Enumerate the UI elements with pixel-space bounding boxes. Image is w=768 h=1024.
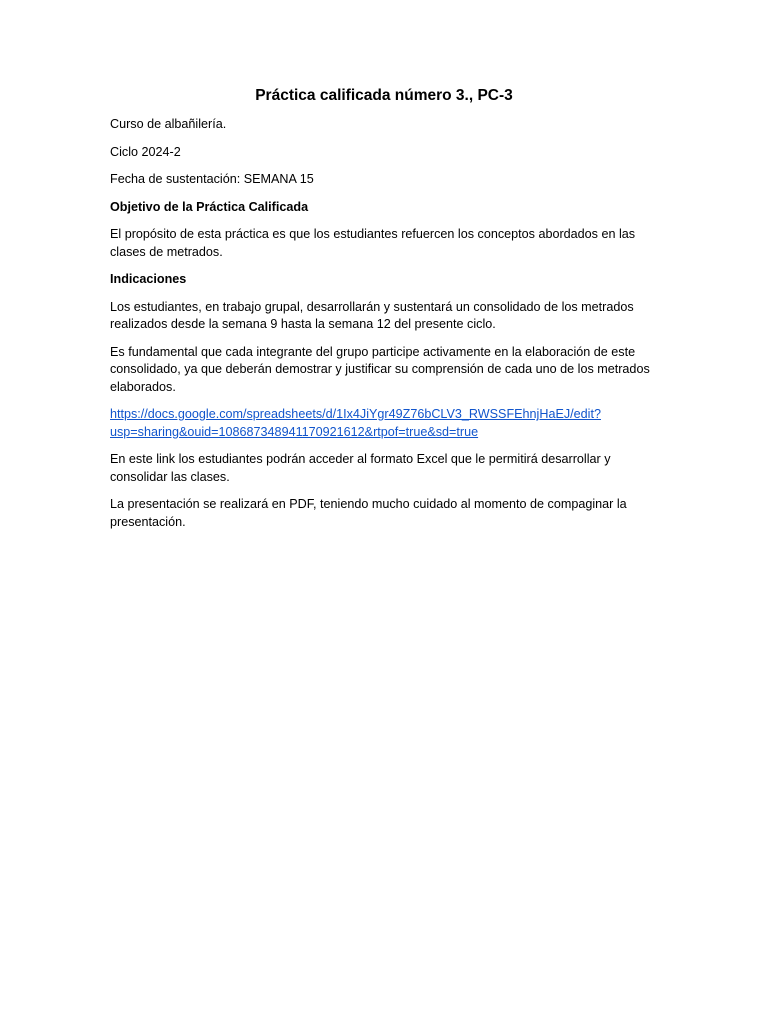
indication-paragraph-2: Es fundamental que cada integrante del grupo participe activamente en la elaboración de este consolidado, ya que deberán demostrar y justificar su comprensión de cada uno de los metrados elaborados. [110, 344, 650, 394]
objective-heading: Objetivo de la Práctica Calificada [110, 199, 309, 214]
spreadsheet-link-line-1: https://docs.google.com/spreadsheets/d/1Ix4JiYgr49Z76bCLV3_RWSSFEhnjHaEJ/edit? [110, 407, 601, 421]
spreadsheet-link-line-2: usp=sharing&ouid=108687348941170921612&rtpof=true&sd=true [110, 424, 479, 439]
indication-paragraph-1: Los estudiantes, en trabajo grupal, desarrollarán y sustentará un consolidado de los metrados realizados desde la semana 9 hasta la semana 12 del presente ciclo. [110, 299, 634, 331]
document-body [110, 86, 658, 541]
document-title: Práctica calificada número 3., PC-3 [255, 87, 513, 104]
presentation-note-paragraph: La presentación se realizará en PDF, teniendo mucho cuidado al momento de compaginar la presentación. [110, 497, 627, 529]
date-line: Fecha de sustentación: SEMANA 15 [110, 172, 314, 186]
objective-paragraph: El propósito de esta práctica es que los estudiantes refuercen los conceptos abordados en las clases de metrados. [110, 227, 636, 259]
cycle-line: Ciclo 2024-2 [110, 144, 181, 159]
spreadsheet-link-paragraph [110, 406, 658, 441]
indications-heading: Indicaciones [110, 272, 187, 286]
spreadsheet-link[interactable] [110, 407, 601, 439]
course-line: Curso de albañilería. [110, 117, 227, 131]
link-description-paragraph: En este link los estudiantes podrán acceder al formato Excel que le permitirá desarrollar y consolidar las clases. [110, 452, 611, 484]
